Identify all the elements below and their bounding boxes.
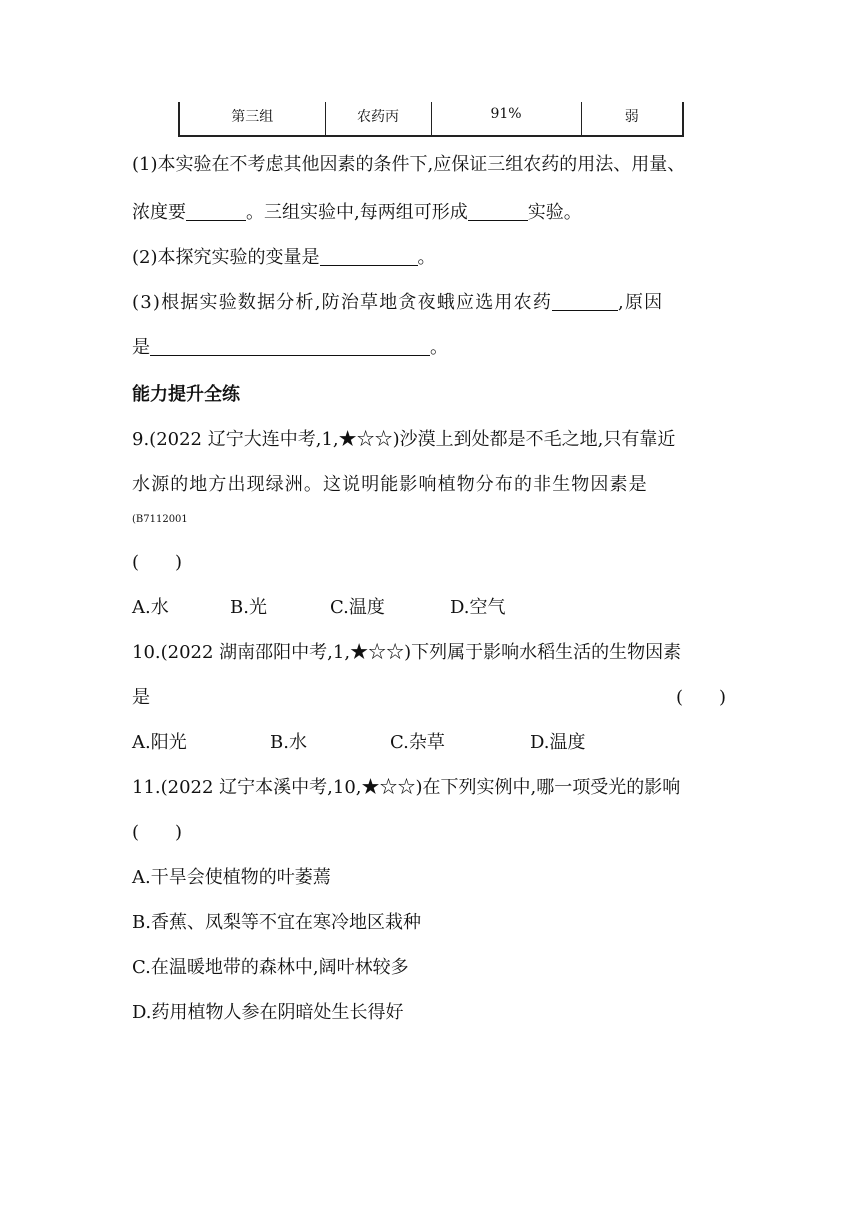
answer-blank xyxy=(186,202,246,221)
q11-stem-line1: 11.(2022 辽宁本溪中考,10,★☆☆)在下列实例中,哪一项受光的影响 xyxy=(132,777,681,798)
option-c: C.杂草 xyxy=(390,732,445,753)
q11-option-a: A.干旱会使植物的叶萎蔫 xyxy=(132,867,331,888)
table-cell-group: 第三组 xyxy=(179,102,325,136)
q8-part1-line2 xyxy=(132,198,582,224)
answer-blank xyxy=(150,337,430,356)
option-a: A.水 xyxy=(132,597,169,618)
option-b: B.水 xyxy=(270,732,307,753)
option-c: C.温度 xyxy=(330,597,385,618)
q11-option-d: D.药用植物人参在阴暗处生长得好 xyxy=(132,1002,404,1023)
q10-answer-paren: ( ) xyxy=(676,687,727,708)
q8-text: 是 xyxy=(132,337,150,358)
option-d: D.温度 xyxy=(530,732,586,753)
option-a: A.阳光 xyxy=(132,732,187,753)
q8-text: 浓度要 xyxy=(132,202,186,223)
q8-text: 实验。 xyxy=(527,202,582,223)
q9-answer-paren: ( ) xyxy=(132,552,183,573)
q8-text: 。 xyxy=(417,247,436,268)
q11-option-b: B.香蕉、凤梨等不宜在寒冷地区栽种 xyxy=(132,912,421,933)
answer-blank xyxy=(552,292,618,311)
q8-text: (2)本探究实验的变量是 xyxy=(132,247,320,268)
answer-blank xyxy=(468,202,528,221)
table-cell-strength: 弱 xyxy=(581,102,683,136)
q9-stem-line2: 水源的地方出现绿洲。这说明能影响植物分布的非生物因素是 xyxy=(132,474,648,495)
q8-text: ,原因 xyxy=(618,292,664,313)
q11-answer-paren: ( ) xyxy=(132,822,183,843)
q8-part3-line2 xyxy=(132,333,448,359)
option-d: D.空气 xyxy=(450,597,506,618)
q8-part3-line1 xyxy=(132,288,663,314)
q8-text: 。三组实验中,每两组可形成 xyxy=(246,202,468,223)
q11-option-c: C.在温暖地带的森林中,阔叶林较多 xyxy=(132,957,409,978)
table-cell-rate: 91% xyxy=(431,102,581,136)
table-row xyxy=(179,102,683,136)
q9-stem-line1: 9.(2022 辽宁大连中考,1,★☆☆)沙漠上到处都是不毛之地,只有靠近 xyxy=(132,429,676,450)
q8-part2 xyxy=(132,243,436,269)
q10-stem-line1: 10.(2022 湖南邵阳中考,1,★☆☆)下列属于影响水稻生活的生物因素 xyxy=(132,642,682,663)
answer-blank xyxy=(320,247,418,266)
q8-text: 。 xyxy=(430,337,448,358)
q10-stem-line2: 是 xyxy=(132,687,150,708)
q8-part1-line1: (1)本实验在不考虑其他因素的条件下,应保证三组农药的用法、用量、 xyxy=(132,154,686,175)
results-table xyxy=(178,102,684,137)
q9-code: (B7112001 xyxy=(132,514,188,525)
section-title: 能力提升全练 xyxy=(132,384,240,405)
q8-text: (3)根据实验数据分析,防治草地贪夜蛾应选用农药 xyxy=(132,292,553,313)
option-b: B.光 xyxy=(230,597,267,618)
table-cell-pesticide: 农药丙 xyxy=(325,102,431,136)
